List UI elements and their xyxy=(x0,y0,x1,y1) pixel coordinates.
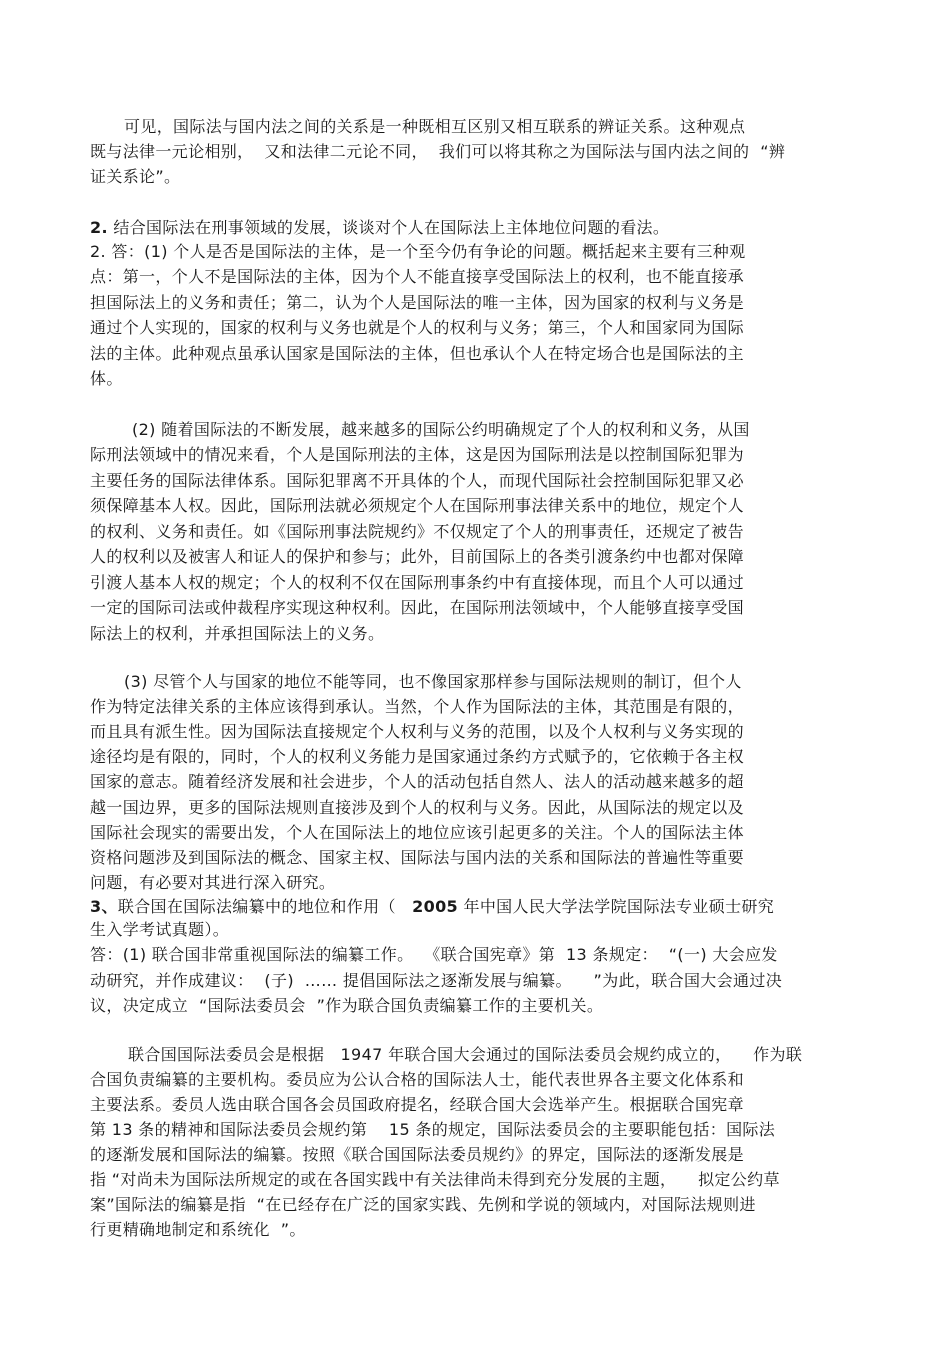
q2-question-line xyxy=(90,217,669,239)
q3-para2-line-4: 第 13 条的精神和国际法委员会规约第 15 条的规定，国际法委员会的主要职能包括：国际法 xyxy=(90,1120,776,1139)
q2-answer-line-3: 担国际法上的义务和责任；第二，认为个人是国际法的唯一主体，因为国家的权利与义务是 xyxy=(90,293,745,312)
q2-question: 结合国际法在刑事领域的发展，谈谈对个人在国际法上主体地位问题的看法。 xyxy=(113,218,670,237)
q3-question-a: 联合国在国际法编纂中的地位和作用（ xyxy=(117,897,413,916)
q2-part2-line-8: 一定的国际司法或仲裁程序实现这种权利。因此，在国际刑法领域中，个人能够直接享受国 xyxy=(90,598,745,617)
q3-para2-line-6: 指 “对尚未为国际法所规定的或在各国实践中有关法律尚未得到充分发展的主题， 拟定公约草 xyxy=(90,1170,780,1189)
para1-line-2: 既与法律一元论相别， 又和法律二元论不同， 我们可以将其称之为国际法与国内法之间的 “辨 xyxy=(90,142,786,161)
q2-part3-line-4: 途径均是有限的，同时，个人的权利义务能力是国家通过条约方式赋予的，它依赖于各主权 xyxy=(90,747,745,766)
q2-answer-number: 2. xyxy=(90,242,106,261)
q2-part2-line-4: 须保障基本人权。因此，国际刑法就必须规定个人在国际刑事法律关系中的地位，规定个人 xyxy=(90,496,745,515)
q2-answer-line-1 xyxy=(90,241,746,263)
q2-part2-line-9: 际法上的权利，并承担国际法上的义务。 xyxy=(90,624,385,643)
q2-answer-line-5: 法的主体。此种观点虽承认国家是国际法的主体，但也承认个人在特定场合也是国际法的主 xyxy=(90,344,745,363)
q2-answer-line-4: 通过个人实现的，国家的权利与义务也就是个人的权利与义务；第三，个人和国家同为国际 xyxy=(90,318,745,337)
q2-part3-line-9: 问题，有必要对其进行深入研究。 xyxy=(90,873,336,892)
q2-answer-line-2: 点：第一，个人不是国际法的主体，因为个人不能直接享受国际法上的权利，也不能直接承 xyxy=(90,267,745,286)
q3-para2-line-3: 主要法系。委员人选由联合国各会员国政府提名，经联合国大会选举产生。根据联合国宪章 xyxy=(90,1095,745,1114)
q2-part2-line-1: (2) 随着国际法的不断发展，越来越多的国际公约明确规定了个人的权利和义务，从国 xyxy=(132,420,750,439)
q2-number: 2. xyxy=(90,218,108,237)
q3-question-line-1 xyxy=(90,896,774,918)
q2-part3-line-1: (3) 尽管个人与国家的地位不能等同，也不像国家那样参与国际法规则的制订，但个人 xyxy=(124,672,742,691)
q3-para2-line-2: 合国负责编纂的主要机构。委员应为公认合格的国际法人士，能代表世界各主要文化体系和 xyxy=(90,1070,745,1089)
q2-part3-line-6: 越一国边界，更多的国际法规则直接涉及到个人的权利与义务。因此，从国际法的规定以及 xyxy=(90,798,745,817)
q2-part3-line-3: 而且具有派生性。因为国际法直接规定个人权利与义务的范围，以及个人权利与义务实现的 xyxy=(90,722,745,741)
q3-question-b: 年中国人民大学法学院国际法专业硕士研究 xyxy=(458,897,775,916)
q3-para2-line-1: 联合国国际法委员会是根据 1947 年联合国大会通过的国际法委员会规约成立的， 作为联 xyxy=(128,1045,803,1064)
q2-part3-line-2: 作为特定法律关系的主体应该得到承认。当然，个人作为国际法的主体，其范围是有限的， xyxy=(90,697,745,716)
q3-number: 3、 xyxy=(90,897,118,916)
q2-part2-line-3: 主要任务的国际法律体系。国际犯罪离不开具体的个人，而现代国际社会控制国际犯罪又必 xyxy=(90,471,745,490)
q2-part2-line-2: 际刑法领域中的情况来看，个人是国际刑法的主体，这是因为国际刑法是以控制国际犯罪为 xyxy=(90,445,745,464)
q3-answer-line-3: 议，决定成立 “国际法委员会 ”作为联合国负责编纂工作的主要机关。 xyxy=(90,996,604,1015)
q3-para2-line-5: 的逐渐发展和国际法的编纂。按照《联合国国际法委员规约》的界定，国际法的逐渐发展是 xyxy=(90,1145,745,1164)
q3-answer-line-1: 答：(1) 联合国非常重视国际法的编纂工作。 《联合国宪章》第 13 条规定： “(一) 大会应发 xyxy=(90,945,778,964)
q2-answer-text: 答：(1) 个人是否是国际法的主体，是一个至今仍有争论的问题。概括起来主要有三种观 xyxy=(111,242,746,261)
q3-para2-line-8: 行更精确地制定和系统化 ”。 xyxy=(90,1220,306,1239)
q2-part3-line-8: 资格问题涉及到国际法的概念、国家主权、国际法与国内法的关系和国际法的普遍性等重要 xyxy=(90,848,745,867)
q2-answer-line-6: 体。 xyxy=(90,369,123,388)
q3-para2-line-7: 案”国际法的编纂是指 “在已经存在广泛的国家实践、先例和学说的领域内，对国际法规则进 xyxy=(90,1195,756,1214)
q3-year: 2005 xyxy=(412,897,459,916)
q2-part3-line-7: 国际社会现实的需要出发，个人在国际法上的地位应该引起更多的关注。个人的国际法主体 xyxy=(90,823,745,842)
q3-question-line-2: 生入学考试真题）。 xyxy=(90,920,230,939)
q2-part2-line-6: 人的权利以及被害人和证人的保护和参与；此外，目前国际上的各类引渡条约中也都对保障 xyxy=(90,547,745,566)
para1-line-1: 可见，国际法与国内法之间的关系是一种既相互区别又相互联系的辨证关系。这种观点 xyxy=(124,117,746,136)
q2-part2-line-5: 的权利、义务和责任。如《国际刑事法院规约》不仅规定了个人的刑事责任，还规定了被告 xyxy=(90,522,745,541)
q2-part3-line-5: 国家的意志。随着经济发展和社会进步，个人的活动包括自然人、法人的活动越来越多的超 xyxy=(90,772,745,791)
q3-answer-line-2: 动研究，并作成建议： (子) …… 提倡国际法之逐渐发展与编纂。 ”为此，联合国大会通过决 xyxy=(90,971,783,990)
q2-part2-line-7: 引渡人基本人权的规定；个人的权利不仅在国际刑事条约中有直接体现，而且个人可以通过 xyxy=(90,573,745,592)
para1-line-3: 证关系论”。 xyxy=(90,167,181,186)
